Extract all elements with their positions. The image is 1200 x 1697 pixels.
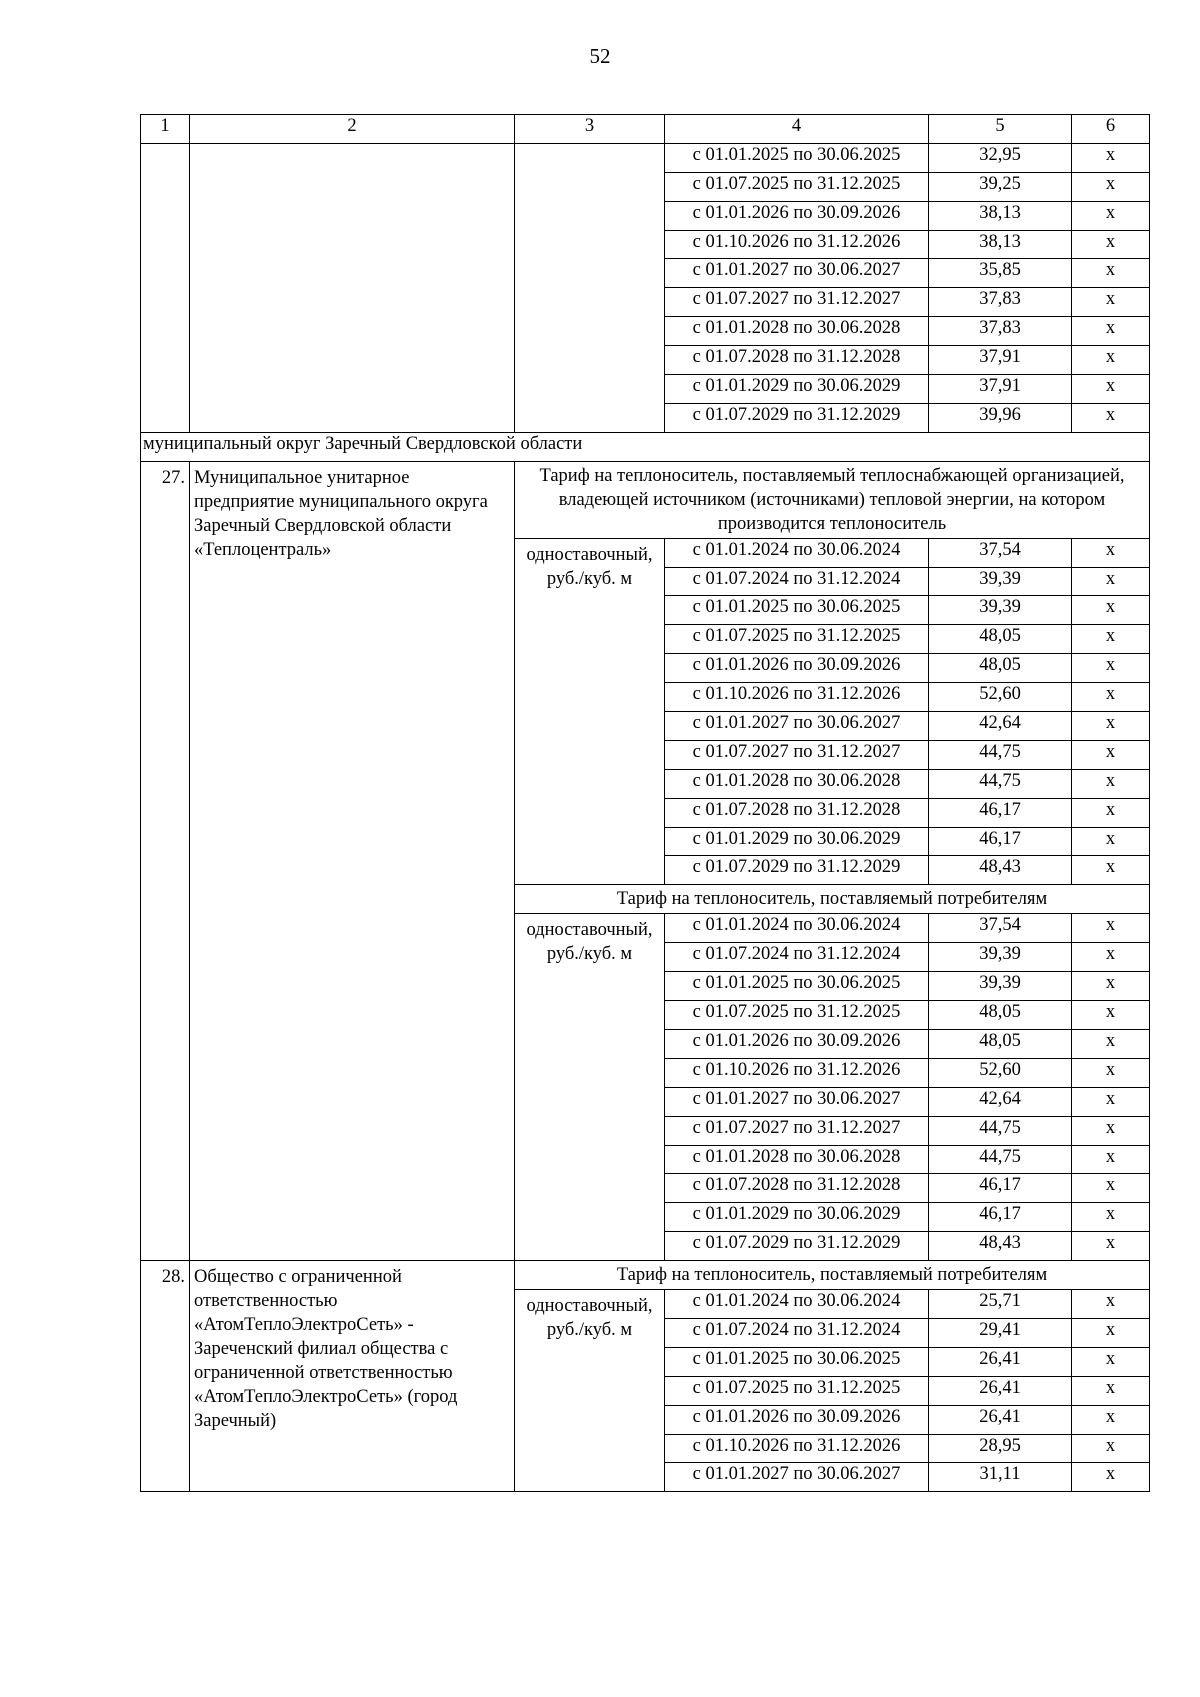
period-cell: с 01.01.2029 по 30.06.2029 <box>665 1203 929 1232</box>
tariff-value-cell: 52,60 <box>929 1058 1072 1087</box>
tariff-value-cell: 39,25 <box>929 172 1072 201</box>
section-heading: Тариф на теплоноситель, поставляемый потребителям <box>515 885 1150 914</box>
tariff-value-cell: 37,91 <box>929 346 1072 375</box>
tariff-value-cell: 44,75 <box>929 740 1072 769</box>
entry-number: 27. <box>141 461 190 1260</box>
period-cell: с 01.07.2027 по 31.12.2027 <box>665 1116 929 1145</box>
col6-cell: х <box>1072 1058 1150 1087</box>
section-heading: Тариф на теплоноситель, поставляемый теплоснабжающей организацией, владеющей источником (источниками) тепловой энергии, на котором производится теплоноситель <box>515 461 1150 538</box>
col6-cell: х <box>1072 1145 1150 1174</box>
col6-cell: х <box>1072 740 1150 769</box>
period-cell: с 01.07.2028 по 31.12.2028 <box>665 346 929 375</box>
period-cell: с 01.01.2029 по 30.06.2029 <box>665 827 929 856</box>
tariff-value-cell: 35,85 <box>929 259 1072 288</box>
section-heading-row <box>141 1261 1150 1290</box>
tariff-value-cell: 46,17 <box>929 1203 1072 1232</box>
period-cell: с 01.01.2026 по 30.09.2026 <box>665 1029 929 1058</box>
tariff-value-cell: 46,17 <box>929 827 1072 856</box>
col6-cell: х <box>1072 1029 1150 1058</box>
col6-cell: х <box>1072 1001 1150 1030</box>
period-cell: с 01.07.2024 по 31.12.2024 <box>665 1318 929 1347</box>
col6-cell: х <box>1072 683 1150 712</box>
period-cell: с 01.10.2026 по 31.12.2026 <box>665 1058 929 1087</box>
period-cell: с 01.01.2028 по 30.06.2028 <box>665 769 929 798</box>
tariff-type-cell: одноставочный, руб./куб. м <box>515 538 665 885</box>
column-header: 6 <box>1072 115 1150 144</box>
tariff-value-cell: 28,95 <box>929 1434 1072 1463</box>
period-cell: с 01.10.2026 по 31.12.2026 <box>665 683 929 712</box>
col6-cell: х <box>1072 538 1150 567</box>
tariff-value-cell: 37,54 <box>929 538 1072 567</box>
organization-name: Общество с ограниченной ответственностью «АтомТеплоЭлектроСеть» - Зареченский филиал общества с ограниченной ответственностью «АтомТеплоЭлектроСеть» (город Заречный) <box>190 1261 515 1492</box>
col6-cell: х <box>1072 201 1150 230</box>
district-heading: муниципальный округ Заречный Свердловской области <box>141 432 1150 461</box>
tariff-value-cell: 26,41 <box>929 1347 1072 1376</box>
tariff-value-cell: 39,39 <box>929 943 1072 972</box>
period-cell: с 01.01.2024 по 30.06.2024 <box>665 914 929 943</box>
tariff-value-cell: 32,95 <box>929 143 1072 172</box>
period-cell: с 01.07.2025 по 31.12.2025 <box>665 1001 929 1030</box>
section-heading: Тариф на теплоноситель, поставляемый потребителям <box>515 1261 1150 1290</box>
col6-cell: х <box>1072 1203 1150 1232</box>
tariff-value-cell: 52,60 <box>929 683 1072 712</box>
period-cell: с 01.01.2025 по 30.06.2025 <box>665 1347 929 1376</box>
organization-cell <box>190 143 515 432</box>
tariff-value-cell: 25,71 <box>929 1290 1072 1319</box>
col6-cell: х <box>1072 1405 1150 1434</box>
period-cell: с 01.07.2024 по 31.12.2024 <box>665 943 929 972</box>
tariff-value-cell: 42,64 <box>929 712 1072 741</box>
tariff-value-cell: 48,43 <box>929 856 1072 885</box>
period-cell: с 01.10.2026 по 31.12.2026 <box>665 1434 929 1463</box>
column-header-row <box>141 115 1150 144</box>
col6-cell: х <box>1072 259 1150 288</box>
tariff-value-cell: 37,54 <box>929 914 1072 943</box>
period-cell: с 01.01.2025 по 30.06.2025 <box>665 972 929 1001</box>
period-cell: с 01.01.2025 по 30.06.2025 <box>665 596 929 625</box>
tariff-value-cell: 26,41 <box>929 1405 1072 1434</box>
tariff-value-cell: 48,05 <box>929 1001 1072 1030</box>
period-cell: с 01.07.2028 по 31.12.2028 <box>665 798 929 827</box>
column-header: 4 <box>665 115 929 144</box>
col6-cell: х <box>1072 769 1150 798</box>
tariff-value-cell: 44,75 <box>929 1116 1072 1145</box>
tariff-value-cell: 29,41 <box>929 1318 1072 1347</box>
period-cell: с 01.07.2029 по 31.12.2029 <box>665 856 929 885</box>
tariff-value-cell: 39,39 <box>929 972 1072 1001</box>
col6-cell: х <box>1072 596 1150 625</box>
period-cell: с 01.07.2028 по 31.12.2028 <box>665 1174 929 1203</box>
period-cell: с 01.01.2026 по 30.09.2026 <box>665 654 929 683</box>
tariff-value-cell: 26,41 <box>929 1376 1072 1405</box>
tariff-value-cell: 48,05 <box>929 654 1072 683</box>
period-cell: с 01.07.2027 по 31.12.2027 <box>665 740 929 769</box>
tariff-table-body <box>141 115 1150 1492</box>
col6-cell: х <box>1072 1318 1150 1347</box>
organization-name: Муниципальное унитарное предприятие муниципального округа Заречный Свердловской области «Теплоцентраль» <box>190 461 515 1260</box>
tariff-type-cell: одноставочный, руб./куб. м <box>515 914 665 1261</box>
col6-cell: х <box>1072 172 1150 201</box>
tariff-value-cell: 48,05 <box>929 625 1072 654</box>
col6-cell: х <box>1072 288 1150 317</box>
column-header: 2 <box>190 115 515 144</box>
tariff-value-cell: 37,83 <box>929 317 1072 346</box>
col6-cell: х <box>1072 1116 1150 1145</box>
col6-cell: х <box>1072 914 1150 943</box>
tariff-value-cell: 31,11 <box>929 1463 1072 1492</box>
tariff-value-cell: 44,75 <box>929 769 1072 798</box>
period-cell: с 01.01.2028 по 30.06.2028 <box>665 317 929 346</box>
col6-cell: х <box>1072 856 1150 885</box>
col6-cell: х <box>1072 1174 1150 1203</box>
tariff-value-cell: 46,17 <box>929 1174 1072 1203</box>
period-cell: с 01.07.2027 по 31.12.2027 <box>665 288 929 317</box>
tariff-value-cell: 48,43 <box>929 1232 1072 1261</box>
period-cell: с 01.01.2028 по 30.06.2028 <box>665 1145 929 1174</box>
col6-cell: х <box>1072 143 1150 172</box>
col6-cell: х <box>1072 943 1150 972</box>
tariff-value-cell: 46,17 <box>929 798 1072 827</box>
period-cell: с 01.07.2029 по 31.12.2029 <box>665 1232 929 1261</box>
period-cell: с 01.01.2025 по 30.06.2025 <box>665 143 929 172</box>
col6-cell: х <box>1072 1376 1150 1405</box>
period-cell: с 01.01.2027 по 30.06.2027 <box>665 259 929 288</box>
col6-cell: х <box>1072 1434 1150 1463</box>
col6-cell: х <box>1072 654 1150 683</box>
tariff-value-cell: 44,75 <box>929 1145 1072 1174</box>
period-cell: с 01.01.2024 по 30.06.2024 <box>665 538 929 567</box>
period-cell: с 01.01.2024 по 30.06.2024 <box>665 1290 929 1319</box>
tariff-value-cell: 48,05 <box>929 1029 1072 1058</box>
col6-cell: х <box>1072 1232 1150 1261</box>
tariff-value-cell: 37,83 <box>929 288 1072 317</box>
number-cell <box>141 143 190 432</box>
col6-cell: х <box>1072 972 1150 1001</box>
period-cell: с 01.07.2025 по 31.12.2025 <box>665 625 929 654</box>
period-cell: с 01.01.2027 по 30.06.2027 <box>665 1087 929 1116</box>
page-number: 52 <box>589 44 611 68</box>
tariff-type-cell <box>515 143 665 432</box>
section-heading-row <box>141 461 1150 538</box>
column-header: 5 <box>929 115 1072 144</box>
table-row <box>141 143 1150 172</box>
col6-cell: х <box>1072 827 1150 856</box>
period-cell: с 01.01.2026 по 30.09.2026 <box>665 201 929 230</box>
col6-cell: х <box>1072 346 1150 375</box>
district-row <box>141 432 1150 461</box>
tariff-value-cell: 39,96 <box>929 403 1072 432</box>
entry-number: 28. <box>141 1261 190 1492</box>
period-cell: с 01.01.2026 по 30.09.2026 <box>665 1405 929 1434</box>
column-header: 3 <box>515 115 665 144</box>
period-cell: с 01.07.2029 по 31.12.2029 <box>665 403 929 432</box>
col6-cell: х <box>1072 567 1150 596</box>
col6-cell: х <box>1072 403 1150 432</box>
col6-cell: х <box>1072 712 1150 741</box>
column-header: 1 <box>141 115 190 144</box>
period-cell: с 01.07.2025 по 31.12.2025 <box>665 1376 929 1405</box>
tariff-value-cell: 39,39 <box>929 567 1072 596</box>
col6-cell: х <box>1072 798 1150 827</box>
period-cell: с 01.01.2027 по 30.06.2027 <box>665 712 929 741</box>
period-cell: с 01.01.2029 по 30.06.2029 <box>665 375 929 404</box>
period-cell: с 01.07.2024 по 31.12.2024 <box>665 567 929 596</box>
col6-cell: х <box>1072 1290 1150 1319</box>
tariff-value-cell: 38,13 <box>929 230 1072 259</box>
tariff-value-cell: 42,64 <box>929 1087 1072 1116</box>
col6-cell: х <box>1072 375 1150 404</box>
col6-cell: х <box>1072 230 1150 259</box>
tariff-table <box>140 114 1150 1492</box>
period-cell: с 01.10.2026 по 31.12.2026 <box>665 230 929 259</box>
col6-cell: х <box>1072 317 1150 346</box>
col6-cell: х <box>1072 1463 1150 1492</box>
tariff-value-cell: 38,13 <box>929 201 1072 230</box>
col6-cell: х <box>1072 1347 1150 1376</box>
period-cell: с 01.01.2027 по 30.06.2027 <box>665 1463 929 1492</box>
tariff-type-cell: одноставочный, руб./куб. м <box>515 1290 665 1492</box>
period-cell: с 01.07.2025 по 31.12.2025 <box>665 172 929 201</box>
tariff-value-cell: 37,91 <box>929 375 1072 404</box>
col6-cell: х <box>1072 1087 1150 1116</box>
col6-cell: х <box>1072 625 1150 654</box>
tariff-value-cell: 39,39 <box>929 596 1072 625</box>
